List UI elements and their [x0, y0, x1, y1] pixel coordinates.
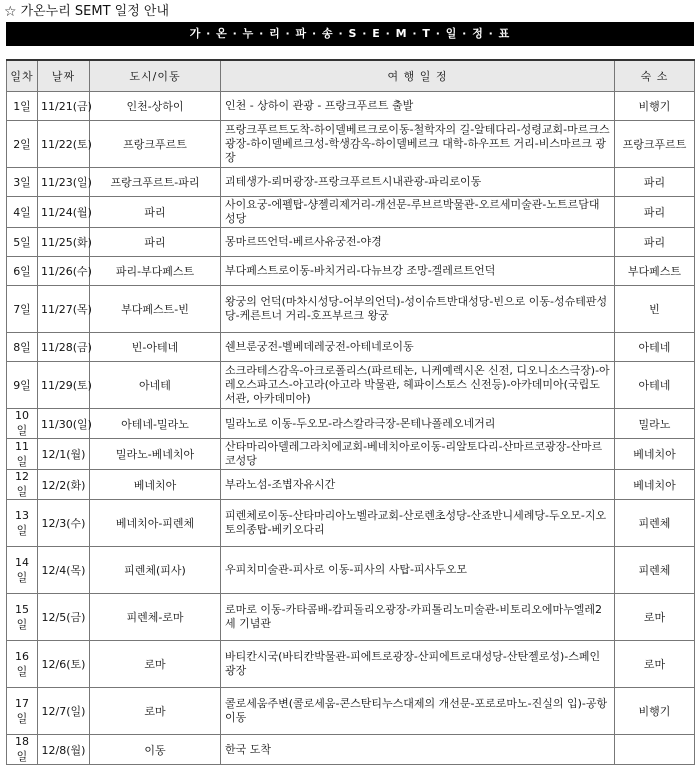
table-row: [7, 228, 695, 257]
cell-lodging: 로마: [615, 594, 695, 641]
cell-itinerary: 인천 - 상하이 관광 - 프랑크푸르트 출발: [221, 92, 615, 121]
table-body: [7, 92, 695, 765]
cell-day: 6일: [7, 257, 38, 286]
cell-date: 11/29(토): [38, 362, 90, 409]
cell-itinerary: 우피치미술관-피사로 이동-피사의 사탑-피사두오모: [221, 547, 615, 594]
table-row: [7, 500, 695, 547]
schedule-table: [6, 59, 695, 765]
table-row: [7, 594, 695, 641]
cell-day: 8일: [7, 333, 38, 362]
cell-lodging: 비행기: [615, 688, 695, 735]
cell-itinerary: 몽마르뜨언덕-베르사유궁전-야경: [221, 228, 615, 257]
cell-day: 13일: [7, 500, 38, 547]
cell-day: 18일: [7, 735, 38, 765]
cell-lodging: 피렌체: [615, 500, 695, 547]
cell-itinerary: 로마로 이동-카타콤배-캄피돌리오광장-카피톨리노미술관-비토리오에마누엘레2세 기념관: [221, 594, 615, 641]
cell-date: 12/7(일): [38, 688, 90, 735]
cell-itinerary: 한국 도착: [221, 735, 615, 765]
doc-title: [4, 3, 169, 21]
cell-lodging: 피렌체: [615, 547, 695, 594]
star-icon: ☆: [4, 4, 17, 20]
cell-date: 11/23(일): [38, 168, 90, 197]
cell-date: 11/21(금): [38, 92, 90, 121]
cell-city: 밀라노-베네치아: [90, 439, 221, 470]
cell-itinerary: 부라노섬-조볍자유시간: [221, 470, 615, 500]
cell-day: 15일: [7, 594, 38, 641]
cell-city: 피렌체(피사): [90, 547, 221, 594]
cell-itinerary: 산타마리아델레그라치에교회-베네치아로이동-리알토다리-산마르코광장-산마르코성당: [221, 439, 615, 470]
cell-city: 이동: [90, 735, 221, 765]
cell-day: 11일: [7, 439, 38, 470]
cell-date: 12/1(월): [38, 439, 90, 470]
table-row: [7, 121, 695, 168]
schedule-table-wrap: [6, 59, 694, 765]
cell-lodging: 베네치아: [615, 470, 695, 500]
cell-date: 12/2(화): [38, 470, 90, 500]
cell-city: 프랑크푸르트-파리: [90, 168, 221, 197]
header-itinerary: 여 행 일 정: [221, 60, 615, 92]
cell-day: 17일: [7, 688, 38, 735]
cell-date: 11/25(화): [38, 228, 90, 257]
cell-city: 피렌체-로마: [90, 594, 221, 641]
cell-itinerary: 괴테생가-뢰머광장-프랑크푸르트시내관광-파리로이동: [221, 168, 615, 197]
cell-day: 3일: [7, 168, 38, 197]
cell-lodging: 아테네: [615, 362, 695, 409]
cell-date: 11/22(토): [38, 121, 90, 168]
cell-city: 파리-부다페스트: [90, 257, 221, 286]
cell-day: 1일: [7, 92, 38, 121]
cell-itinerary: 콜로세움주변(콜로세움-콘스탄티누스대제의 개선문-포로로마노-진실의 입)-공항이동: [221, 688, 615, 735]
cell-city: 로마: [90, 688, 221, 735]
cell-itinerary: 부다페스트로이동-바치거리-다뉴브강 조망-겔레르트언덕: [221, 257, 615, 286]
cell-day: 12일: [7, 470, 38, 500]
cell-city: 부다페스트-빈: [90, 286, 221, 333]
table-row: [7, 197, 695, 228]
table-row: [7, 257, 695, 286]
table-row: [7, 547, 695, 594]
table-row: [7, 286, 695, 333]
header-lodging: 숙 소: [615, 60, 695, 92]
cell-city: 프랑크푸르트: [90, 121, 221, 168]
cell-date: 12/3(수): [38, 500, 90, 547]
cell-day: 10일: [7, 409, 38, 439]
cell-lodging: 빈: [615, 286, 695, 333]
cell-itinerary: 쉔브룬궁전-벨베데레궁전-아테네로이동: [221, 333, 615, 362]
cell-lodging: 부다페스트: [615, 257, 695, 286]
cell-city: 아테네-밀라노: [90, 409, 221, 439]
cell-itinerary: 왕궁의 언덕(마차시성당-어부의언덕)-성이슈트반대성당-빈으로 이동-성슈테판성당-케른트너 거리-호프부르크 왕궁: [221, 286, 615, 333]
cell-lodging: 아테네: [615, 333, 695, 362]
header-city: 도시/이동: [90, 60, 221, 92]
table-row: [7, 168, 695, 197]
cell-date: 11/28(금): [38, 333, 90, 362]
cell-city: 인천-상하이: [90, 92, 221, 121]
cell-city: 파리: [90, 197, 221, 228]
cell-lodging: 밀라노: [615, 409, 695, 439]
cell-day: 5일: [7, 228, 38, 257]
cell-day: 14일: [7, 547, 38, 594]
header-day: 일차: [7, 60, 38, 92]
cell-city: 파리: [90, 228, 221, 257]
cell-lodging: 베네치아: [615, 439, 695, 470]
cell-day: 4일: [7, 197, 38, 228]
table-row: [7, 333, 695, 362]
cell-city: 빈-아테네: [90, 333, 221, 362]
cell-date: 12/4(목): [38, 547, 90, 594]
cell-lodging: 프랑크푸르트: [615, 121, 695, 168]
cell-date: 11/27(목): [38, 286, 90, 333]
cell-itinerary: 바티칸시국(바티칸박물관-피에트로광장-산피에트로대성당-산탄젤로성)-스페인광장: [221, 641, 615, 688]
cell-date: 12/5(금): [38, 594, 90, 641]
table-row: [7, 688, 695, 735]
cell-lodging: 로마: [615, 641, 695, 688]
table-header-row: [7, 60, 695, 92]
cell-date: 12/6(토): [38, 641, 90, 688]
cell-lodging: 파리: [615, 197, 695, 228]
table-row: [7, 409, 695, 439]
cell-city: 아네테: [90, 362, 221, 409]
cell-itinerary: 밀라노로 이동-두오모-라스칼라극장-몬테나폴레오네거리: [221, 409, 615, 439]
cell-date: 11/26(수): [38, 257, 90, 286]
cell-itinerary: 프랑크푸르트도착-하이델베르크로이동-철학자의 길-알테다리-성령교회-마르크스광장-하이델베르크성-학생감옥-하이델베르크 대학-하우프트 거리-비스마르크 광장: [221, 121, 615, 168]
schedule-banner: 가 · 온 · 누 · 리 · 파 · 송 · S · E · M · T · 일 · 정 · 표: [6, 22, 694, 46]
cell-city: 베네치아-피렌체: [90, 500, 221, 547]
cell-date: 12/8(월): [38, 735, 90, 765]
cell-date: 11/24(월): [38, 197, 90, 228]
cell-day: 16일: [7, 641, 38, 688]
cell-city: 베네치아: [90, 470, 221, 500]
cell-lodging: 파리: [615, 228, 695, 257]
table-row: [7, 735, 695, 765]
cell-day: 7일: [7, 286, 38, 333]
cell-day: 9일: [7, 362, 38, 409]
cell-lodging: 비행기: [615, 92, 695, 121]
cell-itinerary: 피렌체로이동-산타마리아노벨라교회-산로렌초성당-산죠반니세례당-두오모-지오토의종탑-베키오다리: [221, 500, 615, 547]
table-row: [7, 470, 695, 500]
table-row: [7, 362, 695, 409]
cell-itinerary: 소크라테스감옥-아크로폴리스(파르테논, 니케예렉시온 신전, 디오니소스극장)-아레오스파고스-아고라(아고라 박물관, 헤파이스토스 신전등)-아카데미아(국립도서관, 아카데미아): [221, 362, 615, 409]
cell-itinerary: 사이요궁-에펠탑-샹젤리제거리-개선문-루브르박물관-오르세미술관-노트르담대성당: [221, 197, 615, 228]
doc-title-text: 가온누리 SEMT 일정 안내: [20, 4, 170, 19]
table-row: [7, 92, 695, 121]
cell-city: 로마: [90, 641, 221, 688]
cell-day: 2일: [7, 121, 38, 168]
table-row: [7, 439, 695, 470]
table-row: [7, 641, 695, 688]
cell-date: 11/30(일): [38, 409, 90, 439]
header-date: 날짜: [38, 60, 90, 92]
cell-lodging: 파리: [615, 168, 695, 197]
cell-lodging: [615, 735, 695, 765]
